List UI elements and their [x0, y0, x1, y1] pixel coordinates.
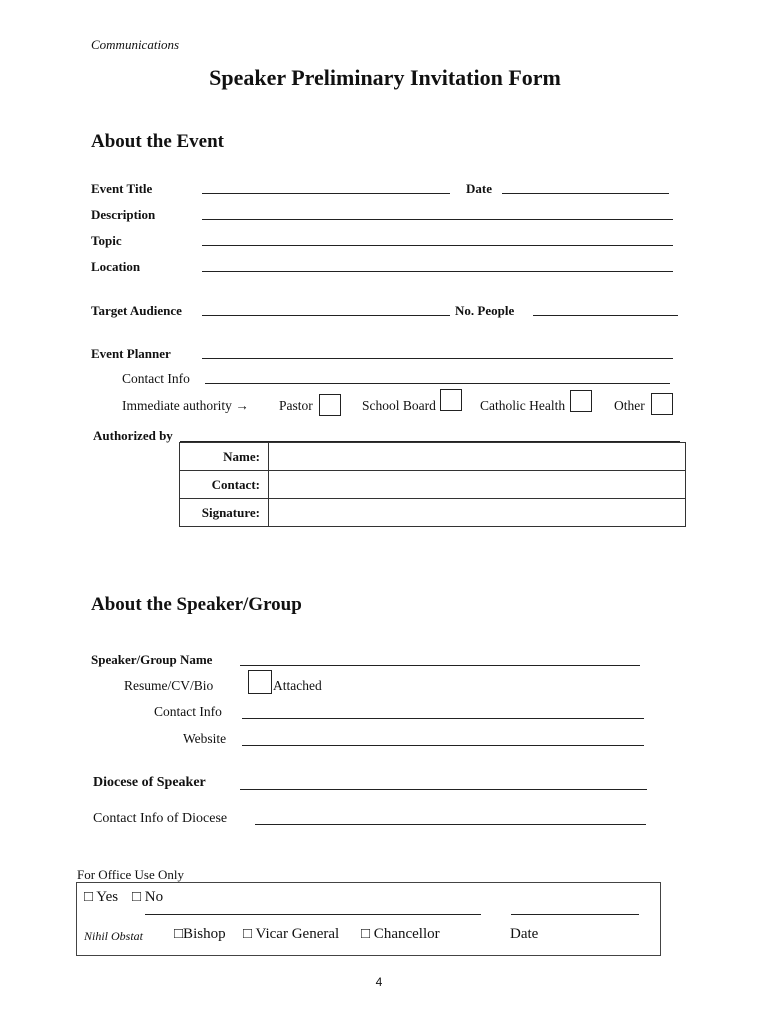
speaker-name-label: Speaker/Group Name [91, 652, 213, 667]
speaker-section-title: About the Speaker/Group [91, 594, 302, 615]
target-audience-field[interactable] [202, 315, 450, 316]
table-row [180, 443, 686, 471]
auth-name-label: Name: [180, 443, 269, 471]
diocese-field[interactable] [240, 789, 647, 790]
auth-contact-field[interactable] [269, 471, 686, 499]
office-date-label: Date [510, 926, 539, 942]
diocese-contact-field[interactable] [255, 824, 646, 825]
target-audience-label: Target Audience [91, 303, 182, 318]
office-signature-field[interactable] [145, 914, 481, 915]
form-title: Speaker Preliminary Invitation Form [209, 65, 561, 90]
authority-school-board-label: School Board [362, 398, 436, 413]
no-people-field[interactable] [533, 315, 678, 316]
auth-signature-field[interactable] [269, 499, 686, 527]
table-row [180, 499, 686, 527]
office-vicar-option[interactable]: □ Vicar General [243, 926, 340, 942]
resume-attached-checkbox[interactable] [248, 670, 272, 694]
authority-other-label: Other [614, 398, 645, 413]
authority-pastor-label: Pastor [279, 398, 313, 413]
auth-contact-label: Contact: [180, 471, 269, 499]
event-title-field[interactable] [202, 193, 450, 194]
authority-pastor-checkbox[interactable] [319, 394, 341, 416]
event-planner-label: Event Planner [91, 346, 171, 361]
planner-contact-info-label: Contact Info [122, 371, 190, 386]
resume-label: Resume/CV/Bio [124, 678, 214, 693]
speaker-name-field[interactable] [240, 665, 640, 666]
location-label: Location [91, 259, 141, 274]
topic-label: Topic [91, 233, 122, 248]
authority-other-checkbox[interactable] [651, 393, 673, 415]
table-row [180, 471, 686, 499]
diocese-contact-label: Contact Info of Diocese [93, 811, 228, 826]
office-date-field[interactable] [511, 914, 639, 915]
description-field[interactable] [202, 219, 673, 220]
speaker-contact-info-field[interactable] [242, 718, 644, 719]
website-field[interactable] [242, 745, 644, 746]
nihil-obstat-label: Nihil Obstat [84, 929, 144, 943]
immediate-authority-label: Immediate authority → [122, 398, 249, 413]
authorization-table [179, 442, 686, 527]
authority-catholic-health-checkbox[interactable] [570, 390, 592, 412]
planner-contact-info-field[interactable] [205, 383, 670, 384]
authority-school-board-checkbox[interactable] [440, 389, 462, 411]
office-yes-option[interactable]: □ Yes [84, 889, 119, 905]
location-field[interactable] [202, 271, 673, 272]
event-section-title: About the Event [91, 131, 225, 152]
office-use-title: For Office Use Only [77, 867, 184, 882]
auth-signature-label: Signature: [180, 499, 269, 527]
page-number: 4 [375, 975, 383, 989]
office-use-box [76, 882, 661, 956]
office-no-option[interactable]: □ No [132, 889, 164, 905]
diocese-label: Diocese of Speaker [93, 775, 206, 790]
description-label: Description [91, 207, 156, 222]
office-chancellor-option[interactable]: □ Chancellor [361, 926, 440, 942]
attached-label: Attached [273, 678, 322, 693]
website-label: Website [183, 731, 227, 746]
topic-field[interactable] [202, 245, 673, 246]
office-bishop-option[interactable]: □Bishop [174, 926, 226, 942]
event-planner-field[interactable] [202, 358, 673, 359]
date-field[interactable] [502, 193, 669, 194]
event-title-label: Event Title [91, 181, 153, 196]
no-people-label: No. People [455, 303, 515, 318]
authorized-by-label: Authorized by [93, 428, 173, 443]
date-label: Date [466, 181, 492, 196]
authority-catholic-health-label: Catholic Health [480, 398, 566, 413]
department-header: Communications [91, 37, 180, 52]
auth-name-field[interactable] [269, 443, 686, 471]
speaker-contact-info-label: Contact Info [154, 704, 222, 719]
